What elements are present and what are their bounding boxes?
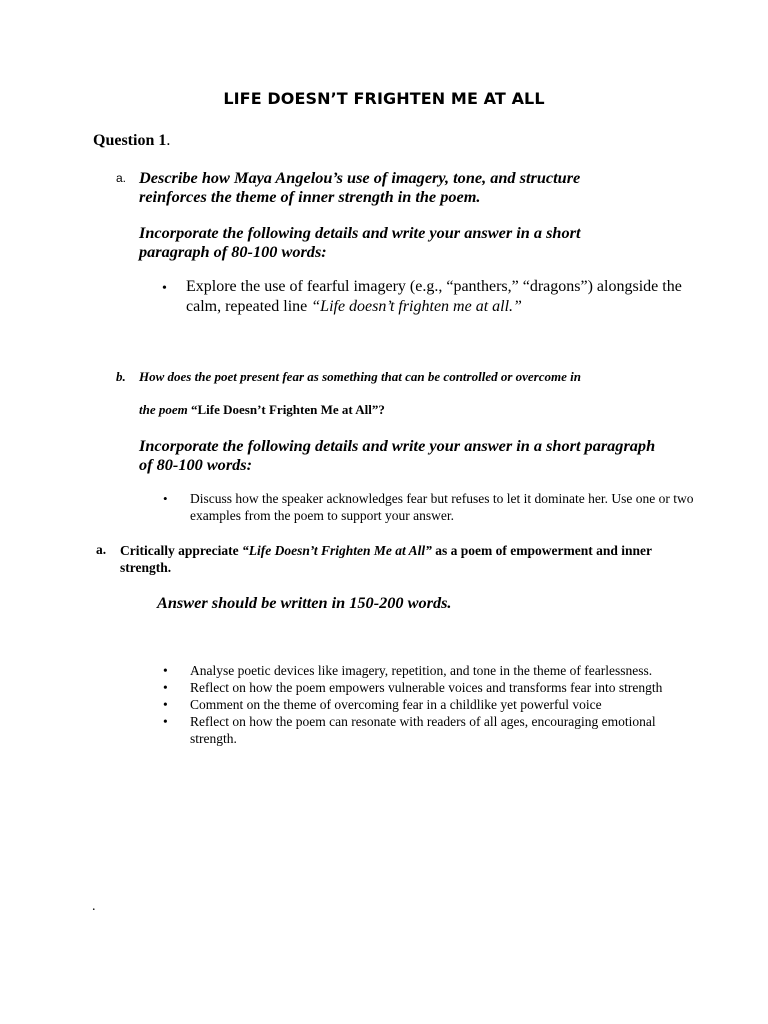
list-item	[163, 713, 683, 747]
part-b-prompt-italic: the poem	[139, 402, 191, 417]
bullet-icon: •	[163, 714, 168, 729]
bullet-icon: •	[162, 281, 167, 296]
question-label-suffix: .	[166, 132, 171, 149]
bullet-icon: •	[163, 697, 168, 712]
bullet-icon: •	[163, 663, 168, 678]
list-item-text: Reflect on how the poem empowers vulnerable voices and transforms fear into strength	[190, 680, 663, 695]
part-c-prompt	[120, 542, 680, 576]
question-label: Question 1	[93, 132, 167, 149]
page-title: LIFE DOESN’T FRIGHTEN ME AT ALL	[223, 89, 545, 108]
question-heading	[93, 132, 170, 150]
part-c-prompt-end: as a poem of empowerment and inner strength.	[120, 543, 652, 575]
part-c-answer-note: Answer should be written in 150-200 words.	[157, 593, 452, 612]
part-c-prompt-start: Critically appreciate	[120, 543, 242, 558]
part-b-prompt-line1: How does the poet present fear as something that can be controlled or overcome in	[139, 369, 581, 384]
part-c-bullet-list	[163, 662, 683, 747]
list-item	[163, 679, 683, 696]
part-b-marker: b.	[116, 369, 126, 384]
part-b-instruction: Incorporate the following details and write your answer in a short paragraph of 80-100 words:	[139, 436, 656, 474]
part-c-marker: a.	[96, 542, 107, 557]
footer-mark: .	[92, 899, 96, 914]
list-item-text: Reflect on how the poem can resonate with readers of all ages, encouraging emotional strength.	[190, 714, 656, 746]
list-item-text: Analyse poetic devices like imagery, repetition, and tone in the theme of fearlessness.	[190, 663, 653, 678]
list-item	[163, 662, 683, 679]
list-item	[163, 696, 683, 713]
list-item-text: Comment on the theme of overcoming fear in a childlike yet powerful voice	[190, 697, 602, 712]
part-c-poem-title: “Life Doesn’t Frighten Me at All”	[241, 543, 432, 558]
bullet-icon: •	[163, 680, 168, 695]
part-a-marker: a.	[116, 171, 127, 185]
part-b-prompt-line2	[139, 402, 385, 418]
part-a-bullet-text: Explore the use of fearful imagery (e.g., “panthers,” “dragons”) alongside the calm, repeated line	[186, 278, 682, 315]
bullet-icon: •	[163, 491, 168, 506]
part-a-bullet-quote: “Life doesn’t frighten me at all.”	[311, 298, 522, 315]
part-b-poem-title: “Life Doesn’t Frighten Me at All”?	[191, 402, 385, 417]
part-a-instruction: Incorporate the following details and write your answer in a short paragraph of 80-100 words:	[139, 223, 581, 261]
part-a-bullet	[186, 277, 686, 317]
part-a-prompt: Describe how Maya Angelou’s use of imagery, tone, and structure reinforces the theme of inner strength in the poem.	[139, 168, 581, 206]
part-b-bullet: Discuss how the speaker acknowledges fear but refuses to let it dominate her. Use one or two examples from the poem to support your answer.	[190, 491, 694, 523]
